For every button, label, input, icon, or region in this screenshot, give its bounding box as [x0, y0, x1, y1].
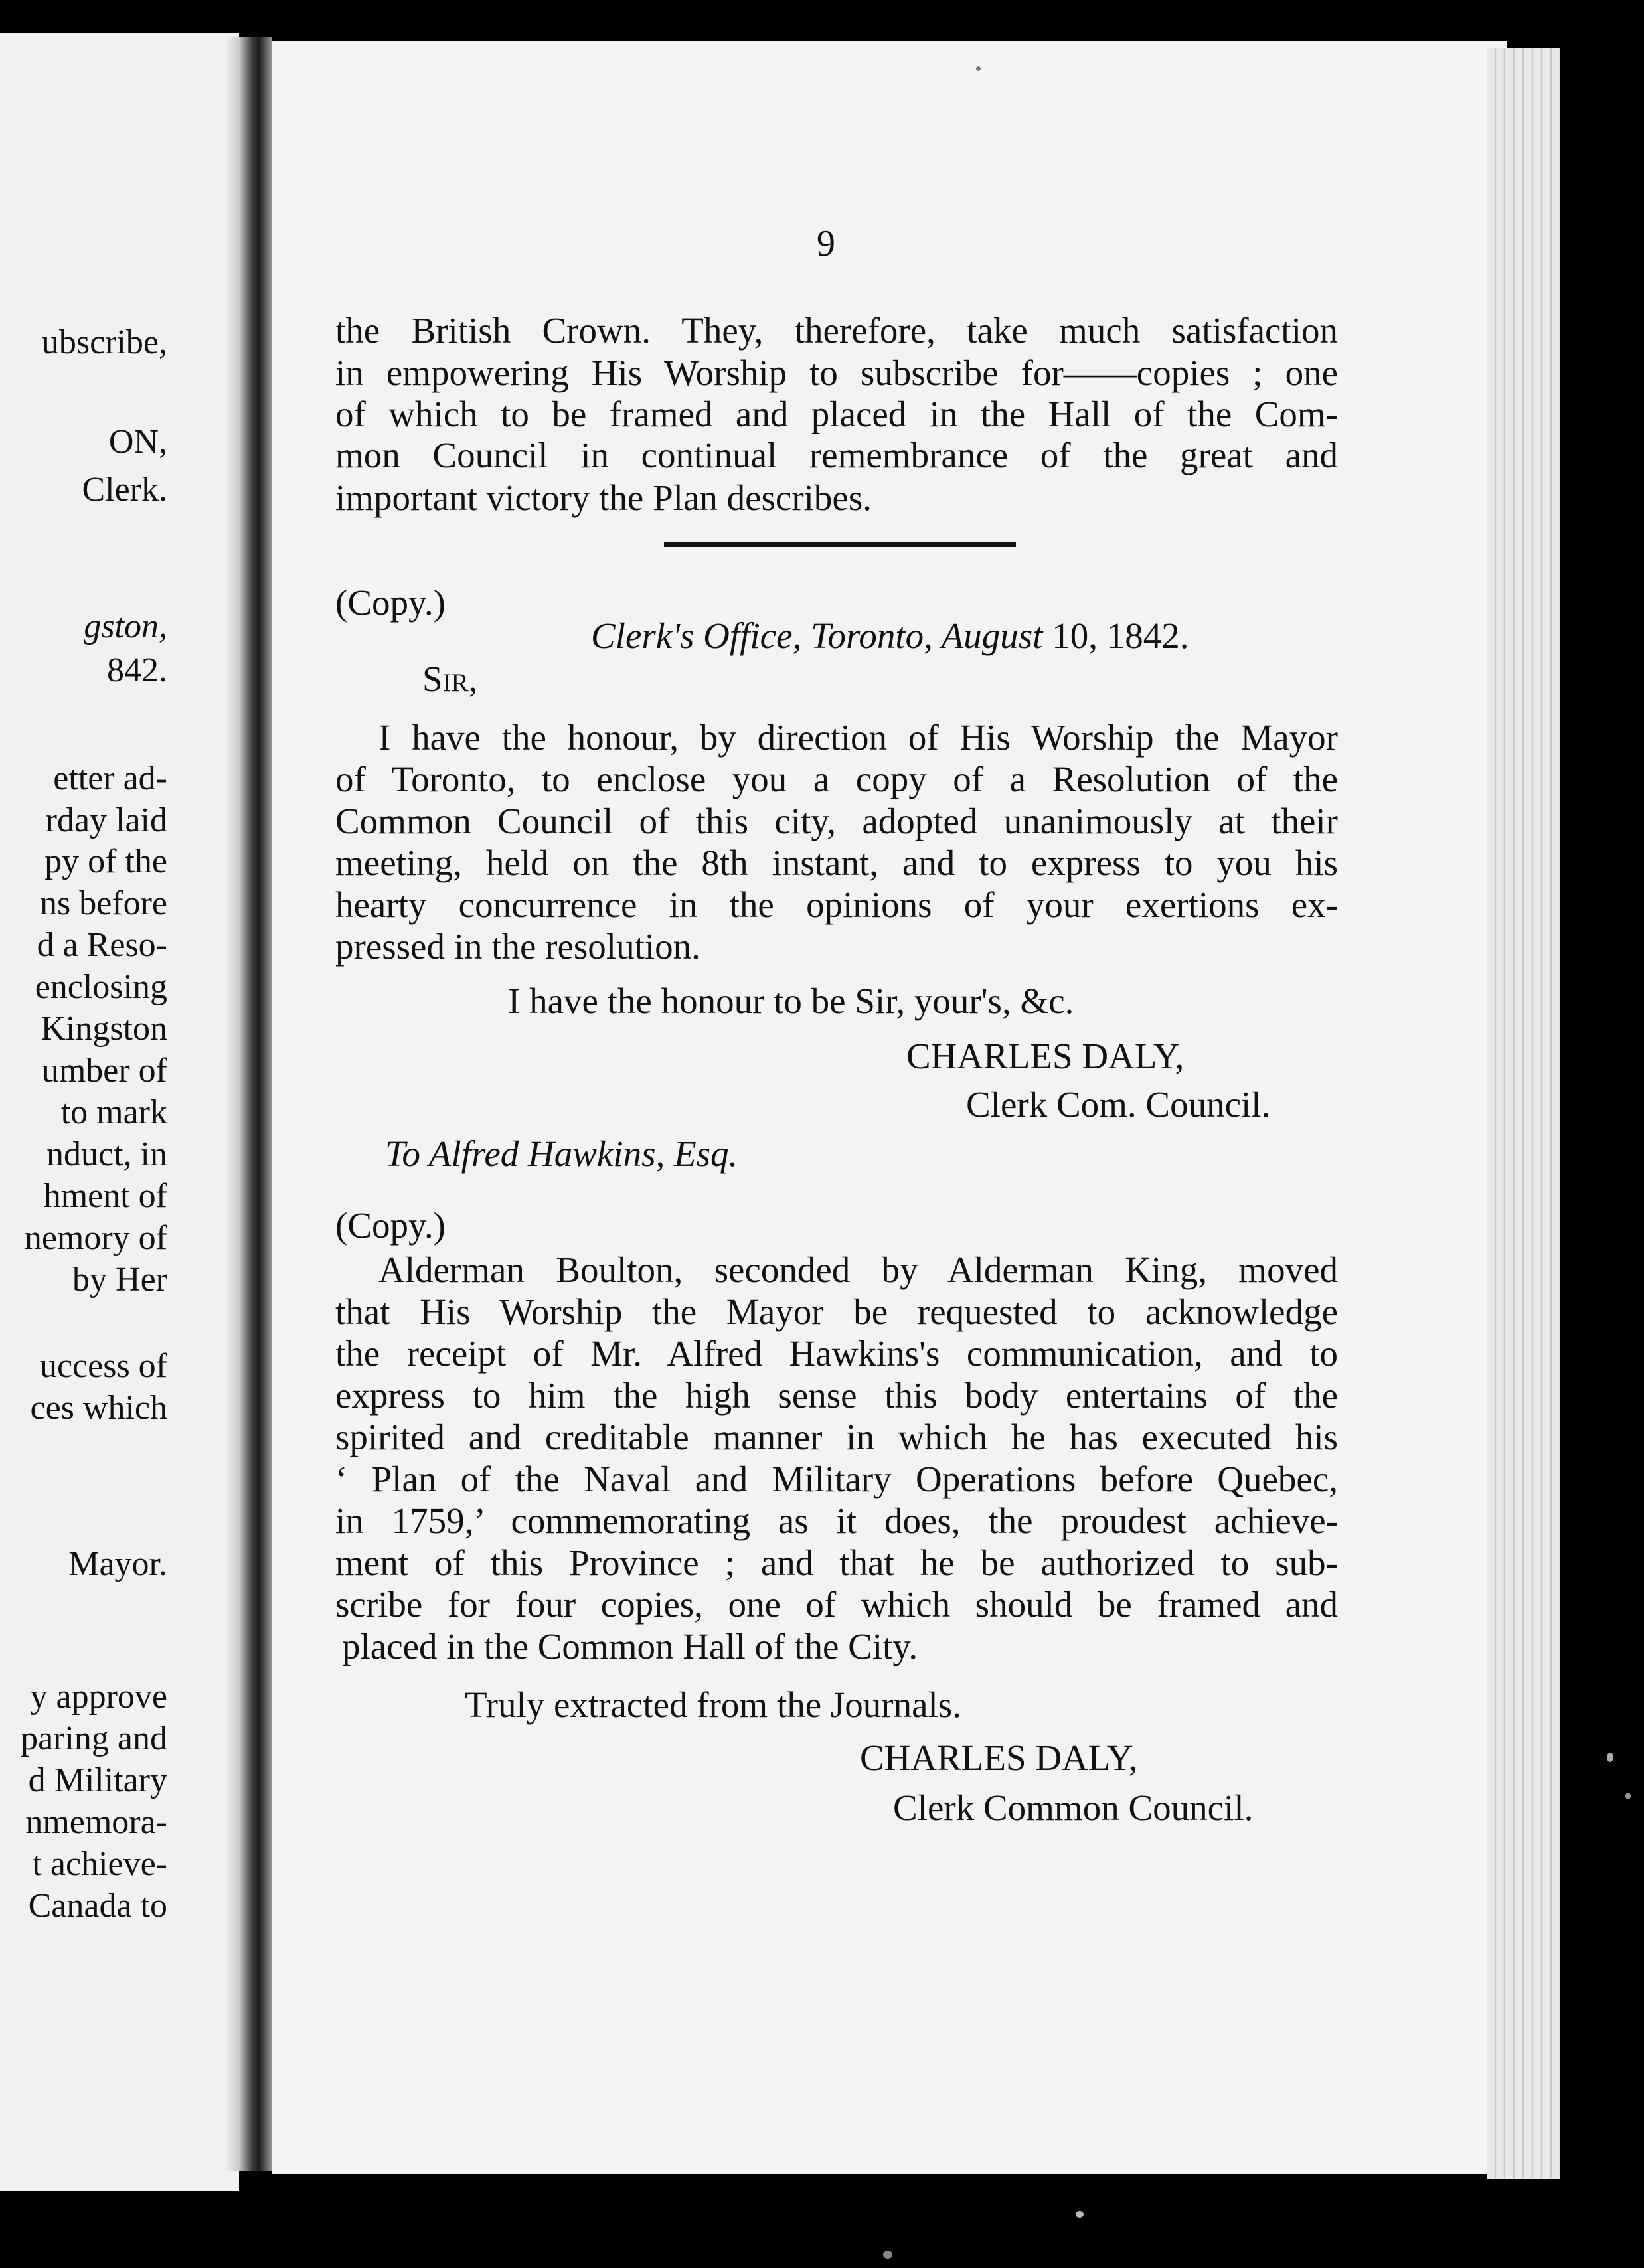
left-page-fragment: py of the — [44, 843, 167, 880]
resolution-line: express to him the high sense this body entertains of the — [335, 1375, 1338, 1416]
left-page-fragment: ON, — [108, 423, 167, 461]
dateline-date: 10, 1842. — [1052, 615, 1189, 656]
resolution-attestation: Truly extracted from the Journals. — [465, 1684, 961, 1725]
letter-signatory: CHARLES DALY, — [906, 1036, 1185, 1076]
left-page-fragment: gston, — [84, 608, 167, 645]
left-page — [0, 33, 239, 2191]
left-page-fragment: by Her — [72, 1261, 167, 1299]
left-page-fragment: nduct, in — [46, 1135, 167, 1173]
letter-closing: I have the honour to be Sir, your's, &c. — [508, 981, 1074, 1021]
left-page-fragment: ubscribe, — [41, 323, 167, 361]
left-page-fragment: nemory of — [24, 1219, 167, 1257]
letter-body-line: Common Council of this city, adopted unanimously at their — [335, 801, 1338, 841]
page-edge-stack — [1487, 48, 1560, 2179]
book-gutter — [239, 37, 272, 2171]
paragraph-line: in empowering His Worship to subscribe for——copies ; one — [335, 353, 1338, 393]
letter-body-line: of Toronto, to enclose you a copy of a Resolution of the — [335, 759, 1338, 799]
section-divider — [664, 542, 1016, 547]
left-page-fragment: nmemora- — [25, 1803, 167, 1841]
left-page-fragment: t achieve- — [32, 1845, 167, 1883]
scan-speck — [1625, 1793, 1631, 1799]
letter-salutation: Sir, — [422, 659, 478, 699]
left-page-fragment: umber of — [41, 1052, 167, 1090]
left-page-fragment: d Military — [28, 1761, 167, 1799]
scan-speck — [1076, 2211, 1084, 2218]
scan-speck — [1607, 1753, 1613, 1762]
letter-addressee: To Alfred Hawkins, Esq. — [385, 1133, 738, 1174]
resolution-line: that His Worship the Mayor be requested to acknowledge — [335, 1291, 1338, 1332]
resolution-signatory-title: Clerk Common Council. — [893, 1787, 1254, 1828]
resolution-line: ‘ Plan of the Naval and Military Operations before Quebec, — [335, 1459, 1338, 1499]
left-page-fragment: enclosing — [35, 968, 167, 1006]
scan-speck — [883, 2251, 892, 2259]
left-page-fragment: to mark — [60, 1094, 167, 1131]
letter-body-line: meeting, held on the 8th instant, and to express to you his — [335, 843, 1338, 883]
resolution-line: scribe for four copies, one of which should be framed and — [335, 1584, 1338, 1625]
left-page-fragment: paring and — [21, 1720, 167, 1757]
left-page-fragment: y approve — [30, 1678, 167, 1716]
resolution-line: in 1759,’ commemorating as it does, the proudest achieve- — [335, 1500, 1338, 1541]
resolution-line: placed in the Common Hall of the City. — [342, 1626, 918, 1666]
left-page-fragment: etter ad- — [53, 760, 167, 797]
left-page-fragment: ces which — [30, 1389, 167, 1427]
left-page-fragment: uccess of — [39, 1347, 167, 1385]
resolution-line: ment of this Province ; and that he be authorized to sub- — [335, 1542, 1338, 1583]
dateline-place: Clerk's Office, Toronto, August — [591, 615, 1043, 656]
resolution-signatory: CHARLES DALY, — [860, 1738, 1138, 1778]
letter-signatory-title: Clerk Com. Council. — [966, 1084, 1271, 1125]
letter-body-line: I have the honour, by direction of His Worship the Mayor — [378, 717, 1338, 758]
gutter-shadow — [226, 37, 240, 2171]
paragraph-line: of which to be framed and placed in the Hall of the Com- — [335, 394, 1338, 434]
copy-label: (Copy.) — [335, 1205, 446, 1246]
left-page-fragment: hment of — [43, 1177, 167, 1215]
resolution-line: spirited and creditable manner in which he has executed his — [335, 1417, 1338, 1457]
left-page-fragment: Kingston — [41, 1010, 167, 1048]
left-page-fragment: Clerk. — [82, 471, 167, 509]
scan-border — [0, 0, 1644, 33]
paragraph-line: important victory the Plan describes. — [335, 477, 872, 518]
left-page-fragment: rday laid — [45, 801, 167, 839]
left-page-fragment: Mayor. — [68, 1545, 167, 1583]
paragraph-line: the British Crown. They, therefore, take much satisfaction — [335, 310, 1338, 351]
letter-body-line: pressed in the resolution. — [335, 926, 700, 967]
paragraph-line: mon Council in continual remembrance of the great and — [335, 435, 1338, 475]
page-number: 9 — [817, 223, 835, 264]
left-page-fragment: ns before — [39, 884, 167, 922]
resolution-line: Alderman Boulton, seconded by Alderman King, moved — [378, 1250, 1338, 1290]
letter-body-line: hearty concurrence in the opinions of your exertions ex- — [335, 884, 1338, 925]
resolution-line: the receipt of Mr. Alfred Hawkins's communication, and to — [335, 1333, 1338, 1374]
left-page-fragment: d a Reso- — [37, 926, 167, 964]
letter-dateline — [591, 617, 1189, 654]
copy-label: (Copy.) — [335, 582, 446, 623]
left-page-fragment: Canada to — [28, 1887, 167, 1925]
scan-speck — [976, 66, 981, 71]
left-page-fragment: 842. — [107, 651, 167, 689]
